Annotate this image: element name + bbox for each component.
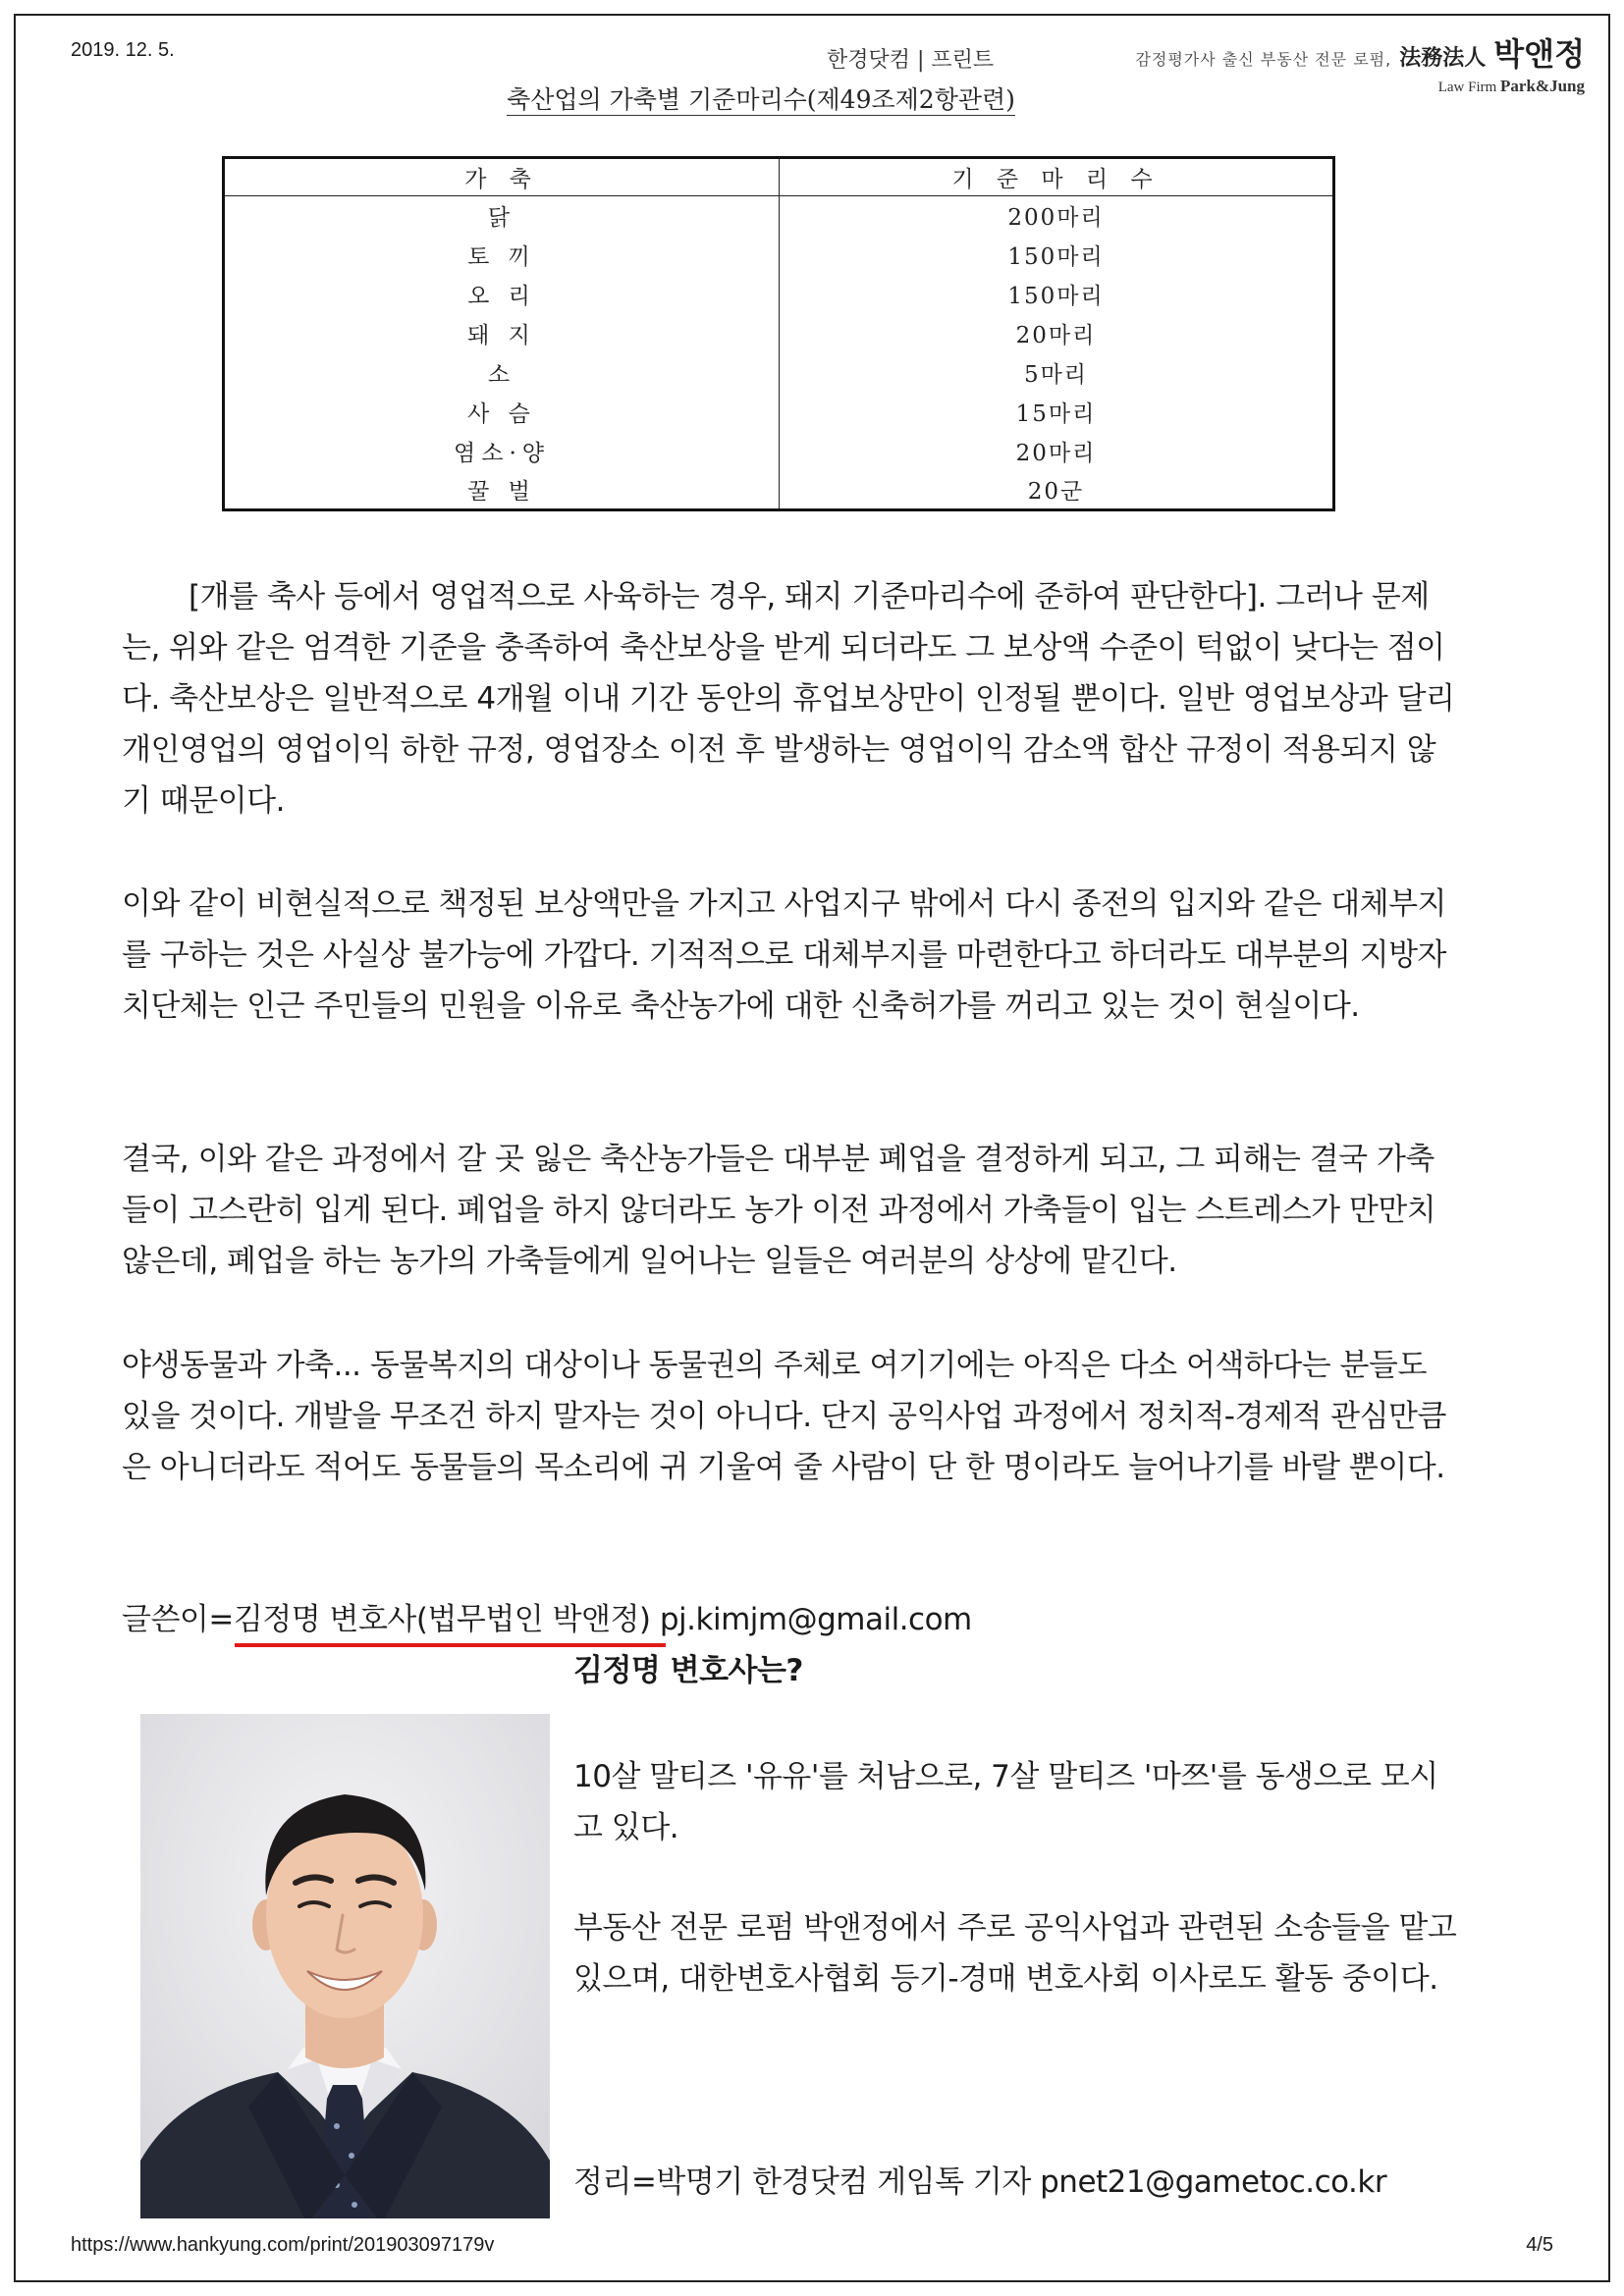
print-date: 2019. 12. 5. [71,39,175,61]
table-row [224,314,1334,353]
table-caption [0,80,1522,116]
cell-livestock: 토 끼 [224,236,780,275]
cell-threshold: 150마리 [1007,244,1105,270]
cell-livestock: 염소·양 [224,432,780,471]
byline [122,1594,972,1645]
bio-title: 김정명 변호사는? [573,1653,803,1688]
byline-email: pj.kimjm@gmail.com [659,1602,972,1637]
article-paragraph-3: 결국, 이와 같은 과정에서 갈 곳 잃은 축산농가들은 대부분 폐업을 결정하게 되고, 그 피해는 결국 가축들이 고스란히 입게 된다. 폐업을 하지 않더라도 농가 이전 과정에서 가축들이 입는 스트레스가 만만치 않은데, 폐업을 하는 농가의 가축들에게 일어나는 일들은 여러분의 상상에 맡긴다. [122,1142,1436,1279]
logo-hanja: 法務法人 [1399,45,1487,71]
footer-url: https://www.hankyung.com/print/201903097179v [71,2234,495,2256]
cell-threshold: 20마리 [1015,323,1097,348]
table-row [224,236,1334,275]
cell-threshold: 150마리 [1007,284,1105,309]
cell-livestock: 닭 [224,196,780,236]
logo-en-prefix: Law Firm [1437,80,1497,95]
table-row [224,471,1334,510]
logo-en-name: Park&Jung [1500,77,1585,95]
cell-livestock: 오 리 [224,275,780,314]
table-row [224,196,1334,236]
header-livestock: 가 축 [224,158,780,196]
table-caption-text: 축산업의 가축별 기준마리수(제49조제2항관련) [507,85,1015,114]
cell-threshold: 200마리 [1007,205,1105,232]
author-photo [140,1714,550,2218]
paragraph-1-text: [개를 축사 등에서 영업적으로 사육하는 경우, 돼지 기준마리수에 준하여 판단한다]. 그러나 문제는, 위와 같은 엄격한 기준을 충족하여 축산보상을 받게 되더라도 그 보상액 수준이 턱없이 낮다는 점이다. 축산보상은 일반적으로 4개월 이내 기간 동안의 휴업보상만이 인정될 뿐이다. 일반 영업보상과 달리 개인영업의 영업이익 하한 규정, 영업장소 이전 후 발생하는 영업이익 감소액 합산 규정이 적용되지 않기 때문이다. [122,579,1455,819]
article-paragraph-2: 이와 같이 비현실적으로 책정된 보상액만을 가지고 사업지구 밖에서 다시 종전의 입지와 같은 대체부지를 구하는 것은 사실상 불가능에 가깝다. 기적적으로 대체부지를 마련한다고 하더라도 대부분의 지방자치단체는 인근 주민들의 민원을 이유로 축산농가에 대한 신축허가를 꺼리고 있는 것이 현실이다. [122,886,1446,1024]
bio-paragraph-1: 10살 말티즈 '유유'를 처남으로, 7살 말티즈 '마쯔'를 동생으로 모시고 있다. [573,1759,1438,1845]
table-row [224,353,1334,393]
cell-threshold: 20마리 [1015,441,1097,466]
bio-paragraph-2: 부동산 전문 로펌 박앤정에서 주로 공익사업과 관련된 소송들을 맡고 있으며, 대한변호사협회 등기-경매 변호사회 이사로도 활동 중이다. [573,1910,1457,1997]
cell-livestock: 꿀 벌 [224,471,780,510]
cell-livestock: 소 [224,353,780,393]
table-row [224,432,1334,471]
logo-name: 박앤정 [1493,35,1585,73]
bio-credit: 정리=박명기 한경닷컴 게임톡 기자 pnet21@gametoc.co.kr [573,2164,1387,2200]
cell-threshold: 20군 [1027,479,1085,506]
footer-page-number: 4/5 [1526,2234,1553,2256]
cell-threshold: 15마리 [1015,401,1097,427]
table-row [224,275,1334,314]
article-paragraph-4: 야생동물과 가축... 동물복지의 대상이나 동물권의 주체로 여기기에는 아직은 다소 어색하다는 분들도 있을 것이다. 개발을 무조건 하지 말자는 것이 아니다. 단지 공익사업 과정에서 정치적-경제적 관심만큼은 아니더라도 적어도 동물들의 목소리에 귀 기울여 줄 사람이 단 한 명이라도 늘어나기를 바랄 뿐이다. [122,1348,1446,1485]
cell-livestock: 사 슴 [224,393,780,432]
livestock-threshold-table [222,156,1335,511]
header-threshold: 기 준 마 리 수 [780,158,1334,196]
table-header-row [224,158,1334,196]
table-row [224,393,1334,432]
cell-livestock: 돼 지 [224,314,780,353]
logo-tagline: 감정평가사 출신 부동산 전문 로펌, [1135,50,1392,69]
byline-label: 글쓴이= [122,1602,234,1637]
byline-author: 김정명 변호사(법무법인 박앤정) [233,1602,651,1637]
article-paragraph-1 [122,571,1457,827]
site-title: 한경닷컴 | 프린트 [827,48,995,73]
cell-threshold: 5마리 [1023,362,1089,388]
